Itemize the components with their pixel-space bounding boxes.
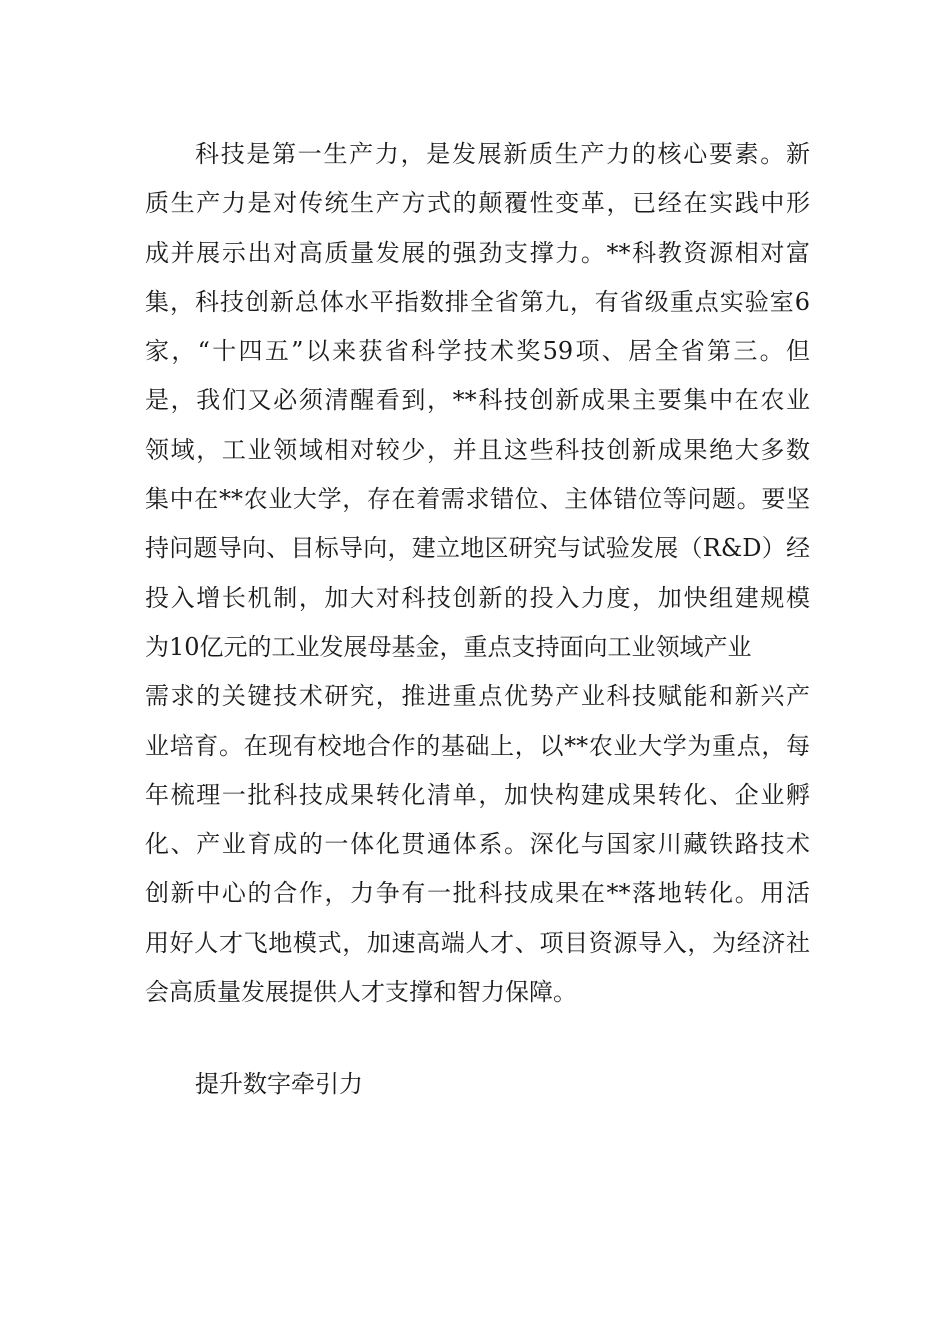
paragraph-line: 质生产力是对传统生产方式的颠覆性变革，已经在实践中形 [145, 189, 810, 218]
section-heading: 提升数字牵引力 [195, 1070, 363, 1098]
paragraph-line: 需求的关键技术研究，推进重点优势产业科技赋能和新兴产 [145, 682, 810, 711]
paragraph-line: 领域，工业领域相对较少，并且这些科技创新成果绝大多数 [145, 435, 810, 464]
paragraph-line: 成并展示出对高质量发展的强劲支撑力。**科教资源相对富 [145, 238, 810, 267]
paragraph-line: 业培育。在现有校地合作的基础上，以**农业大学为重点，每 [145, 731, 810, 760]
body-paragraph [145, 130, 810, 1017]
paragraph-line: 用好人才飞地模式，加速高端人才、项目资源导入，为经济社 [145, 928, 810, 957]
paragraph-line: 科技是第一生产力，是发展新质生产力的核心要素。新 [195, 140, 810, 168]
paragraph-line: 集，科技创新总体水平指数排全省第九，有省级重点实验室6 [145, 287, 810, 316]
paragraph-line: 投入增长机制，加大对科技创新的投入力度，加快组建规模 [145, 583, 810, 612]
paragraph-line: 年梳理一批科技成果转化清单，加快构建成果转化、企业孵 [145, 780, 810, 809]
paragraph-line: 是，我们又必须清醒看到，**科技创新成果主要集中在农业 [145, 386, 810, 415]
paragraph-line: 集中在**农业大学，存在着需求错位、主体错位等问题。要坚 [145, 485, 810, 514]
paragraph-line: 持问题导向、目标导向，建立地区研究与试验发展（R&D）经 [145, 534, 810, 563]
paragraph-line: 家，“十四五”以来获省科学技术奖59项、居全省第三。但 [145, 337, 810, 366]
paragraph-line: 会高质量发展提供人才支撑和智力保障。 [145, 978, 577, 1007]
paragraph-line: 化、产业育成的一体化贯通体系。深化与国家川藏铁路技术 [145, 830, 810, 859]
paragraph-line: 创新中心的合作，力争有一批科技成果在**落地转化。用活 [145, 879, 810, 908]
paragraph-line: 为10亿元的工业发展母基金，重点支持面向工业领域产业 [145, 632, 752, 661]
